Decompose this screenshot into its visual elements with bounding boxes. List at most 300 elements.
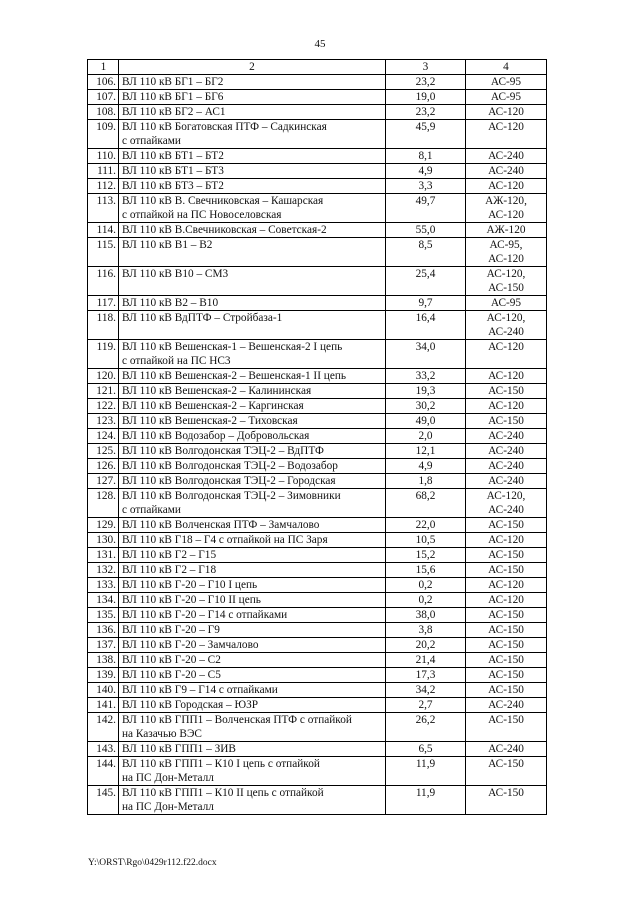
- row-number: [88, 75, 119, 90]
- wire-type: [466, 194, 547, 223]
- wire-type-text: АС-240: [488, 504, 524, 516]
- line-length-text: 3,3: [418, 180, 433, 192]
- line-name: [119, 223, 386, 238]
- row-number: [88, 311, 119, 340]
- row-number: [88, 683, 119, 698]
- row-number-text: 124.: [96, 430, 116, 442]
- line-name-text: ВЛ 110 кВ В1 – В2: [122, 239, 213, 251]
- line-length: [386, 414, 466, 429]
- wire-type-text: АС-120,: [486, 312, 526, 324]
- line-name: [119, 238, 386, 267]
- wire-type-text: АС-150: [488, 564, 524, 576]
- line-name: [119, 296, 386, 311]
- line-name-text: ВЛ 110 кВ Вешенская-2 – Каргинская: [122, 400, 304, 412]
- table-row: [88, 533, 547, 548]
- wire-type: [466, 638, 547, 653]
- row-number-text: 117.: [96, 297, 116, 309]
- table-row: [88, 429, 547, 444]
- line-name-text: ВЛ 110 кВ В10 – СМ3: [122, 268, 229, 280]
- row-number: [88, 267, 119, 296]
- wire-type-text: АС-150: [488, 654, 524, 666]
- line-length: [386, 757, 466, 786]
- line-length: [386, 120, 466, 149]
- line-name: [119, 623, 386, 638]
- table-row: [88, 563, 547, 578]
- line-name-text: с отпайками: [122, 504, 181, 516]
- table-row: [88, 149, 547, 164]
- row-number-text: 114.: [96, 224, 116, 236]
- line-name-text: ВЛ 110 кВ ГПП1 – Волченская ПТФ с отпайкой: [122, 714, 352, 726]
- wire-type: [466, 340, 547, 369]
- line-name: [119, 105, 386, 120]
- row-number-text: 118.: [96, 312, 116, 324]
- line-name-text: ВЛ 110 кВ Городская – ЮЗР: [122, 699, 259, 711]
- row-number-text: 107.: [96, 91, 116, 103]
- wire-type: [466, 223, 547, 238]
- line-length-text: 0,2: [418, 594, 433, 606]
- line-length: [386, 223, 466, 238]
- table-row: [88, 120, 547, 149]
- row-number-text: 111.: [97, 165, 116, 177]
- table-row: [88, 194, 547, 223]
- line-length-text: 49,0: [415, 415, 436, 427]
- wire-type-text: АС-150: [488, 549, 524, 561]
- line-length-text: 11,9: [415, 758, 436, 770]
- line-length-text: 25,4: [415, 268, 436, 280]
- line-length-text: 34,2: [415, 684, 436, 696]
- line-name-text: ВЛ 110 кВ Г9 – Г14 с отпайками: [122, 684, 278, 696]
- row-number-text: 110.: [96, 150, 116, 162]
- line-name: [119, 533, 386, 548]
- line-length: [386, 399, 466, 414]
- line-length: [386, 340, 466, 369]
- wire-type: [466, 548, 547, 563]
- wire-type-text: АС-150: [488, 639, 524, 651]
- line-name-text: ВЛ 110 кВ Г-20 – С2: [122, 654, 221, 666]
- table-row: [88, 518, 547, 533]
- wire-type: [466, 533, 547, 548]
- line-length: [386, 75, 466, 90]
- line-length: [386, 683, 466, 698]
- wire-type: [466, 757, 547, 786]
- wire-type-text: АС-120: [488, 579, 524, 591]
- wire-type-text: АС-120,: [486, 490, 526, 502]
- row-number-text: 132.: [96, 564, 116, 576]
- wire-type-text: АС-150: [488, 624, 524, 636]
- header-col-2: 2: [119, 60, 386, 75]
- line-length: [386, 698, 466, 713]
- line-length: [386, 518, 466, 533]
- row-number: [88, 414, 119, 429]
- table-row: [88, 340, 547, 369]
- wire-type-text: АЖ-120,: [485, 195, 527, 207]
- row-number: [88, 563, 119, 578]
- table-row: [88, 593, 547, 608]
- line-length: [386, 238, 466, 267]
- row-number: [88, 638, 119, 653]
- wire-type: [466, 713, 547, 742]
- wire-type-text: АС-120: [488, 341, 524, 353]
- line-length-text: 49,7: [415, 195, 436, 207]
- line-name: [119, 713, 386, 742]
- line-length: [386, 742, 466, 757]
- line-name: [119, 683, 386, 698]
- row-number-text: 112.: [96, 180, 116, 192]
- line-length-text: 26,2: [415, 714, 436, 726]
- line-name-text: с отпайками: [122, 135, 181, 147]
- line-name: [119, 340, 386, 369]
- line-name: [119, 369, 386, 384]
- table-row: [88, 369, 547, 384]
- line-name-text: ВЛ 110 кВ БТ1 – БТ2: [122, 150, 224, 162]
- line-name: [119, 194, 386, 223]
- row-number-text: 135.: [96, 609, 116, 621]
- row-number-text: 125.: [96, 445, 116, 457]
- row-number-text: 120.: [96, 370, 116, 382]
- line-length-text: 21,4: [415, 654, 436, 666]
- line-name: [119, 75, 386, 90]
- line-name-text: ВЛ 110 кВ БГ2 – АС1: [122, 106, 226, 118]
- wire-type: [466, 90, 547, 105]
- line-length-text: 38,0: [415, 609, 436, 621]
- wire-type: [466, 369, 547, 384]
- row-number: [88, 105, 119, 120]
- table-row: [88, 489, 547, 518]
- line-name: [119, 742, 386, 757]
- table-row: [88, 757, 547, 786]
- row-number-text: 113.: [96, 195, 116, 207]
- table-row: [88, 164, 547, 179]
- row-number-text: 122.: [96, 400, 116, 412]
- line-name: [119, 399, 386, 414]
- wire-type-text: АС-120: [488, 370, 524, 382]
- table-row: [88, 623, 547, 638]
- wire-type: [466, 384, 547, 399]
- line-length-text: 9,7: [418, 297, 433, 309]
- table-row: [88, 786, 547, 815]
- wire-type: [466, 164, 547, 179]
- table-row: [88, 608, 547, 623]
- line-length: [386, 105, 466, 120]
- header-col-4: 4: [466, 60, 547, 75]
- header-col-1: 1: [88, 60, 119, 75]
- row-number: [88, 194, 119, 223]
- line-name: [119, 149, 386, 164]
- line-name-text: ВЛ 110 кВ БГ1 – БГ2: [122, 76, 224, 88]
- row-number: [88, 623, 119, 638]
- line-name-text: ВЛ 110 кВ Г-20 – С5: [122, 669, 221, 681]
- line-name: [119, 698, 386, 713]
- row-number: [88, 296, 119, 311]
- line-name: [119, 668, 386, 683]
- header-col-3: 3: [386, 60, 466, 75]
- table-row: [88, 105, 547, 120]
- line-length-text: 16,4: [415, 312, 436, 324]
- wire-type-text: АС-95,: [489, 239, 523, 251]
- line-name-text: ВЛ 110 кВ БТ3 – БТ2: [122, 180, 224, 192]
- line-name: [119, 578, 386, 593]
- row-number: [88, 653, 119, 668]
- wire-type-text: АС-150: [488, 609, 524, 621]
- wire-type: [466, 238, 547, 267]
- table-row: [88, 296, 547, 311]
- wire-type-text: АС-120: [488, 594, 524, 606]
- wire-type: [466, 668, 547, 683]
- row-number: [88, 578, 119, 593]
- wire-type-text: АС-240: [488, 460, 524, 472]
- line-name: [119, 786, 386, 815]
- line-length-text: 4,9: [418, 165, 433, 177]
- line-length: [386, 653, 466, 668]
- line-length: [386, 578, 466, 593]
- line-length-text: 8,1: [418, 150, 433, 162]
- line-length-text: 10,5: [415, 534, 436, 546]
- line-name-text: ВЛ 110 кВ ГПП1 – К10 I цепь с отпайкой: [122, 758, 320, 770]
- line-length: [386, 608, 466, 623]
- wire-type-text: АС-150: [488, 714, 524, 726]
- line-name: [119, 459, 386, 474]
- row-number-text: 108.: [96, 106, 116, 118]
- line-name-text: ВЛ 110 кВ ГПП1 – ЗИВ: [122, 743, 236, 755]
- wire-type: [466, 623, 547, 638]
- wire-type: [466, 578, 547, 593]
- wire-type: [466, 698, 547, 713]
- line-length: [386, 638, 466, 653]
- line-length-text: 45,9: [415, 121, 436, 133]
- table-row: [88, 548, 547, 563]
- wire-type-text: АС-95: [490, 76, 522, 88]
- table-row: [88, 444, 547, 459]
- wire-type-text: АС-240: [488, 445, 524, 457]
- row-number-text: 141.: [96, 699, 116, 711]
- line-name-text: ВЛ 110 кВ Г-20 – Г14 с отпайками: [122, 609, 288, 621]
- row-number-text: 134.: [96, 594, 116, 606]
- wire-type-text: АС-240: [488, 326, 524, 338]
- line-length-text: 17,3: [415, 669, 436, 681]
- line-length-text: 68,2: [415, 490, 436, 502]
- row-number: [88, 223, 119, 238]
- table-row: [88, 399, 547, 414]
- table-row: [88, 683, 547, 698]
- row-number: [88, 608, 119, 623]
- wire-type: [466, 311, 547, 340]
- line-length: [386, 384, 466, 399]
- line-name-text: ВЛ 110 кВ Вешенская-2 – Калининская: [122, 385, 312, 397]
- wire-type: [466, 683, 547, 698]
- row-number: [88, 668, 119, 683]
- row-number-text: 138.: [96, 654, 116, 666]
- line-name-text: ВЛ 110 кВ Волгодонская ТЭЦ-2 – Водозабор: [122, 460, 338, 472]
- line-length: [386, 90, 466, 105]
- wire-type-text: АС-150: [488, 787, 524, 799]
- line-name: [119, 429, 386, 444]
- wire-type-text: АС-240: [488, 475, 524, 487]
- line-length: [386, 489, 466, 518]
- line-length: [386, 311, 466, 340]
- row-number: [88, 90, 119, 105]
- wire-type-text: АС-120: [488, 121, 524, 133]
- line-length: [386, 623, 466, 638]
- line-length: [386, 533, 466, 548]
- line-name: [119, 444, 386, 459]
- row-number-text: 126.: [96, 460, 116, 472]
- line-name-text: ВЛ 110 кВ В.Свечниковская – Советская-2: [122, 224, 327, 236]
- line-name-text: на ПС Дон-Металл: [122, 772, 214, 784]
- line-name: [119, 267, 386, 296]
- line-name: [119, 563, 386, 578]
- file-path-footer: Y:\ORST\Rgo\0429r112.f22.docx: [88, 858, 217, 868]
- row-number-text: 128.: [96, 490, 116, 502]
- wire-type: [466, 75, 547, 90]
- line-length-text: 6,5: [418, 743, 433, 755]
- row-number: [88, 698, 119, 713]
- wire-type-text: АС-240: [488, 430, 524, 442]
- line-length: [386, 459, 466, 474]
- row-number: [88, 593, 119, 608]
- line-name-text: ВЛ 110 кВ Волченская ПТФ – Замчалово: [122, 519, 320, 531]
- line-name-text: ВЛ 110 кВ Г-20 – Г10 II цепь: [122, 594, 261, 606]
- row-number-text: 143.: [96, 743, 116, 755]
- wire-type: [466, 653, 547, 668]
- wire-type: [466, 399, 547, 414]
- row-number-text: 140.: [96, 684, 116, 696]
- line-name-text: ВЛ 110 кВ Волгодонская ТЭЦ-2 – Городская: [122, 475, 336, 487]
- line-length-text: 33,2: [415, 370, 436, 382]
- page-number: 45: [314, 38, 326, 50]
- row-number-text: 144.: [96, 758, 116, 770]
- line-length: [386, 179, 466, 194]
- line-name: [119, 518, 386, 533]
- table-row: [88, 414, 547, 429]
- line-name: [119, 757, 386, 786]
- line-name: [119, 384, 386, 399]
- line-name-text: с отпайкой на ПС Новоселовская: [122, 209, 282, 221]
- row-number: [88, 384, 119, 399]
- line-length-text: 30,2: [415, 400, 436, 412]
- row-number-text: 109.: [96, 121, 116, 133]
- row-number: [88, 459, 119, 474]
- line-length: [386, 369, 466, 384]
- line-length-text: 19,3: [415, 385, 436, 397]
- row-number: [88, 120, 119, 149]
- table-row: [88, 311, 547, 340]
- wire-type: [466, 179, 547, 194]
- wire-type-text: АС-240: [488, 743, 524, 755]
- line-name-text: ВЛ 110 кВ В2 – В10: [122, 297, 219, 309]
- line-length: [386, 668, 466, 683]
- line-name-text: ВЛ 110 кВ Вешенская-2 – Вешенская-1 II цепь: [122, 370, 347, 382]
- line-length-text: 15,2: [415, 549, 436, 561]
- wire-type: [466, 563, 547, 578]
- wire-type-text: АС-150: [488, 282, 524, 294]
- wire-type-text: АС-150: [488, 519, 524, 531]
- wire-type: [466, 608, 547, 623]
- line-name: [119, 548, 386, 563]
- row-number-text: 139.: [96, 669, 116, 681]
- line-name: [119, 608, 386, 623]
- line-name: [119, 311, 386, 340]
- table-row: [88, 638, 547, 653]
- table-row: [88, 698, 547, 713]
- row-number-text: 145.: [96, 787, 116, 799]
- row-number-text: 115.: [96, 239, 116, 251]
- table-row: [88, 713, 547, 742]
- row-number-text: 123.: [96, 415, 116, 427]
- wire-type-text: АС-95: [490, 297, 522, 309]
- row-number-text: 116.: [96, 268, 116, 280]
- row-number: [88, 548, 119, 563]
- wire-type-text: АС-120,: [486, 268, 526, 280]
- wire-type-text: АС-150: [488, 415, 524, 427]
- line-length-text: 22,0: [415, 519, 436, 531]
- row-number-text: 130.: [96, 534, 116, 546]
- table-row: [88, 267, 547, 296]
- row-number: [88, 757, 119, 786]
- line-name-text: с отпайкой на ПС НС3: [122, 355, 231, 367]
- table-row: [88, 578, 547, 593]
- row-number: [88, 164, 119, 179]
- line-length-text: 12,1: [415, 445, 436, 457]
- line-length: [386, 194, 466, 223]
- line-length: [386, 444, 466, 459]
- line-length: [386, 149, 466, 164]
- line-name-text: ВЛ 110 кВ Г18 – Г4 с отпайкой на ПС Заря: [122, 534, 328, 546]
- line-length: [386, 296, 466, 311]
- line-name: [119, 489, 386, 518]
- row-number: [88, 474, 119, 489]
- table-row: [88, 474, 547, 489]
- line-name-text: ВЛ 110 кВ ВдПТФ – Стройбаза-1: [122, 312, 283, 324]
- line-length: [386, 563, 466, 578]
- table-row: [88, 90, 547, 105]
- line-name-text: ВЛ 110 кВ БГ1 – БГ6: [122, 91, 224, 103]
- wire-type-text: АС-240: [488, 165, 524, 177]
- line-length-text: 34,0: [415, 341, 436, 353]
- wire-type: [466, 429, 547, 444]
- line-name-text: ВЛ 110 кВ Вешенская-1 – Вешенская-2 I цепь: [122, 341, 343, 353]
- row-number-text: 106.: [96, 76, 116, 88]
- wire-type-text: АЖ-120: [486, 224, 526, 236]
- line-length-text: 19,0: [415, 91, 436, 103]
- wire-type-text: АС-120: [488, 253, 524, 265]
- wire-type: [466, 489, 547, 518]
- row-number-text: 133.: [96, 579, 116, 591]
- line-length-text: 8,5: [418, 239, 433, 251]
- line-name-text: ВЛ 110 кВ Г-20 – Г10 I цепь: [122, 579, 258, 591]
- line-name-text: ВЛ 110 кВ Г2 – Г18: [122, 564, 217, 576]
- line-length-text: 11,9: [415, 787, 436, 799]
- wire-type-text: АС-150: [488, 669, 524, 681]
- wire-type-text: АС-120: [488, 180, 524, 192]
- line-length-text: 0,2: [418, 579, 433, 591]
- line-length-text: 3,8: [418, 624, 433, 636]
- wire-type: [466, 120, 547, 149]
- wire-type-text: АС-150: [488, 758, 524, 770]
- wire-type: [466, 742, 547, 757]
- line-name: [119, 474, 386, 489]
- line-name-text: ВЛ 110 кВ Г-20 – Г9: [122, 624, 220, 636]
- power-lines-table: [87, 59, 547, 815]
- row-number: [88, 238, 119, 267]
- line-length-text: 4,9: [418, 460, 433, 472]
- wire-type: [466, 518, 547, 533]
- row-number: [88, 742, 119, 757]
- row-number-text: 127.: [96, 475, 116, 487]
- wire-type: [466, 414, 547, 429]
- row-number-text: 137.: [96, 639, 116, 651]
- row-number: [88, 340, 119, 369]
- line-name-text: на Казачью ВЭС: [122, 728, 202, 740]
